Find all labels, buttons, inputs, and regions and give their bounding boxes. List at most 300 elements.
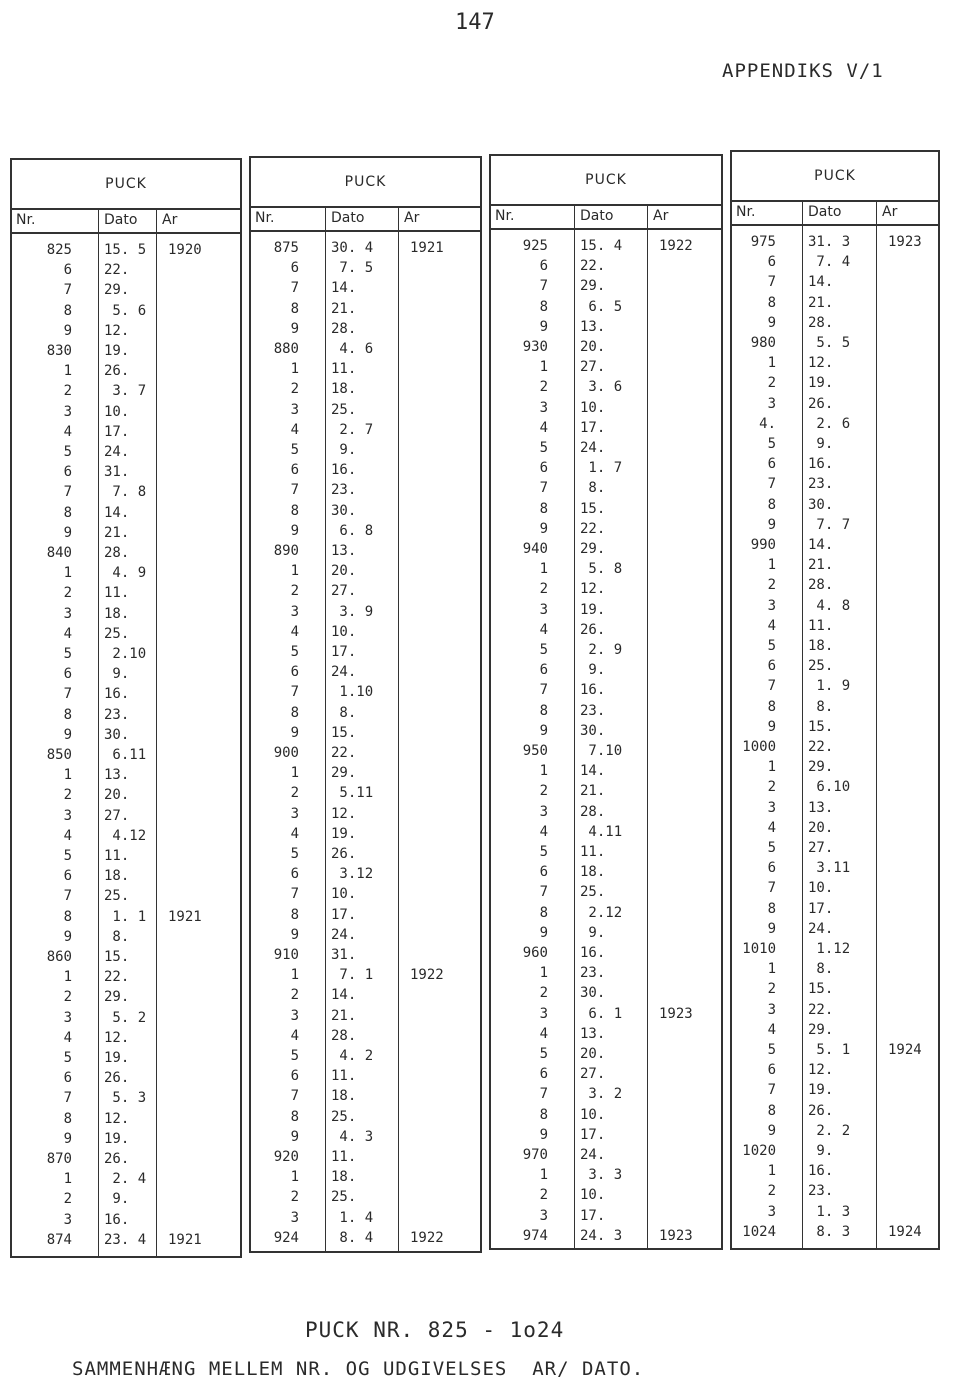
cell-nr: 2 [63, 383, 72, 400]
cell-nr: 7 [767, 476, 776, 493]
table-row [12, 1068, 240, 1088]
table-row [251, 581, 480, 601]
cell-dato: 21. [808, 294, 834, 311]
table-row [12, 381, 240, 401]
table-row [491, 317, 721, 337]
cell-dato: 6.11 [104, 747, 147, 763]
table-row [491, 1206, 721, 1226]
table-row [732, 313, 938, 333]
cell-dato: 4. 6 [331, 341, 374, 357]
cell-nr: 1 [767, 1163, 776, 1180]
cell-nr: 3 [767, 597, 776, 614]
cell-nr: 7 [290, 684, 299, 701]
cell-dato: 7.10 [580, 743, 623, 759]
cell-dato: 12. [808, 355, 834, 372]
cell-nr: 1 [290, 765, 299, 782]
cell-nr: 9 [767, 1122, 776, 1139]
cell-dato: 15. [580, 500, 606, 517]
cell-dato: 7. 4 [808, 254, 851, 271]
cell-nr: 8 [63, 908, 72, 925]
table-row [732, 434, 938, 454]
table-row [732, 858, 938, 878]
cell-nr: 3 [290, 603, 299, 620]
table-row [251, 1107, 480, 1127]
cell-nr: 830 [46, 343, 72, 359]
cell-dato: 3. 9 [331, 603, 374, 620]
cell-nr: 6 [767, 658, 776, 675]
column-header-row [12, 208, 240, 234]
column-header-row [251, 206, 480, 232]
cell-nr: 900 [273, 745, 299, 761]
cell-dato: 13. [808, 799, 834, 816]
column-header-dato: Dato [104, 212, 138, 228]
table-row [732, 979, 938, 999]
cell-nr: 6 [539, 864, 548, 881]
cell-nr: 9 [63, 1130, 72, 1147]
cell-nr: 8 [290, 1108, 299, 1125]
cell-dato: 6.10 [808, 779, 851, 796]
cell-nr: 3 [63, 403, 72, 420]
table-row [491, 943, 721, 963]
table-row [732, 1101, 938, 1121]
cell-nr: 9 [539, 924, 548, 941]
cell-dato: 12. [580, 581, 606, 598]
cell-nr: 5 [63, 646, 72, 662]
cell-dato: 29. [104, 282, 130, 299]
table-row [251, 783, 480, 803]
cell-nr: 3 [539, 601, 548, 618]
column-header-nr: Nr. [16, 212, 36, 228]
table-row [12, 806, 240, 826]
column-header-dato: Dato [808, 204, 842, 220]
table-row [732, 1202, 938, 1222]
cell-nr: 2 [539, 985, 548, 1002]
cell-dato: 8. [808, 698, 834, 715]
cell-nr: 3 [63, 605, 72, 622]
cell-nr: 4 [63, 423, 72, 440]
cell-dato: 11. [808, 617, 834, 634]
table-row [732, 252, 938, 272]
cell-dato: 21. [104, 524, 130, 541]
cell-ar: 1921 [410, 240, 444, 256]
table-row [732, 757, 938, 777]
cell-nr: 5 [767, 638, 776, 654]
cell-dato: 1. 4 [331, 1209, 374, 1226]
table-row [491, 438, 721, 458]
cell-dato: 18. [808, 638, 834, 654]
table-row [251, 258, 480, 278]
table-row [491, 1226, 721, 1246]
table-row [12, 927, 240, 947]
cell-nr: 4 [63, 625, 72, 642]
table-row [732, 1181, 938, 1201]
table-row [12, 583, 240, 603]
cell-dato: 12. [104, 1110, 130, 1127]
cell-nr: 4 [290, 421, 299, 438]
cell-dato: 25. [331, 401, 357, 418]
puck-table-3 [489, 154, 723, 1250]
table-row [12, 987, 240, 1007]
table-row [732, 777, 938, 797]
table-row [251, 743, 480, 763]
table-row [251, 1046, 480, 1066]
cell-dato: 30. [104, 726, 130, 743]
cell-dato: 22. [331, 745, 357, 761]
cell-nr: 7 [290, 886, 299, 903]
cell-dato: 26. [104, 1070, 130, 1087]
cell-nr: 4 [539, 1025, 548, 1042]
cell-nr: 2 [290, 1189, 299, 1206]
cell-dato: 1.12 [808, 941, 851, 957]
table-row [12, 361, 240, 381]
cell-nr: 2 [539, 379, 548, 396]
cell-nr: 7 [767, 1082, 776, 1099]
cell-dato: 12. [808, 1062, 834, 1079]
cell-dato: 22. [580, 520, 606, 537]
cell-dato: 28. [331, 1027, 357, 1044]
cell-dato: 20. [580, 339, 606, 355]
cell-nr: 1 [63, 363, 72, 380]
cell-nr: 4 [290, 623, 299, 640]
cell-dato: 14. [808, 274, 834, 291]
table-row [12, 563, 240, 583]
cell-nr: 1 [539, 965, 548, 982]
table-row [732, 656, 938, 676]
cell-nr: 874 [46, 1231, 72, 1248]
table-row [251, 1006, 480, 1026]
table-row [491, 741, 721, 761]
cell-dato: 1. 9 [808, 678, 851, 695]
appendix-label: APPENDIKS V/1 [722, 60, 884, 82]
cell-dato: 10. [331, 623, 357, 640]
table-row [491, 963, 721, 983]
cell-nr: 960 [522, 945, 548, 961]
cell-ar: 1923 [659, 1005, 693, 1022]
cell-nr: 9 [539, 520, 548, 537]
cell-nr: 8 [539, 904, 548, 921]
table-row [732, 959, 938, 979]
cell-nr: 860 [46, 949, 72, 965]
table-row [491, 1044, 721, 1064]
cell-dato: 3.11 [808, 860, 851, 877]
table-row [732, 373, 938, 393]
cell-dato: 10. [580, 399, 606, 416]
table-row [12, 644, 240, 664]
table-row [491, 559, 721, 579]
cell-nr: 6 [539, 662, 548, 679]
cell-dato: 10. [808, 880, 834, 897]
cell-nr: 2 [539, 581, 548, 598]
table-row [251, 400, 480, 420]
table-row [491, 620, 721, 640]
cell-dato: 10. [331, 886, 357, 903]
cell-dato: 23. 4 [104, 1231, 147, 1248]
cell-nr: 6 [290, 664, 299, 681]
table-row [491, 256, 721, 276]
cell-dato: 25. [808, 658, 834, 675]
table-row [251, 622, 480, 642]
table-row [251, 985, 480, 1005]
table-row [12, 967, 240, 987]
cell-dato: 28. [808, 577, 834, 594]
cell-dato: 26. [808, 1102, 834, 1119]
cell-nr: 6 [539, 1066, 548, 1083]
cell-nr: 5 [290, 846, 299, 862]
cell-dato: 22. [104, 969, 130, 986]
cell-dato: 19. [808, 1082, 834, 1099]
cell-ar: 1923 [888, 234, 922, 250]
table-row [12, 1230, 240, 1250]
cell-dato: 24. [331, 664, 357, 681]
cell-dato: 19. [104, 343, 130, 359]
cell-dato: 2. 4 [104, 1171, 147, 1188]
column-header-dato: Dato [331, 210, 365, 226]
cell-dato: 14. [104, 504, 130, 521]
cell-nr: 2 [290, 785, 299, 802]
cell-dato: 20. [808, 819, 834, 836]
cell-dato: 4. 8 [808, 597, 851, 614]
table-row [251, 521, 480, 541]
cell-dato: 29. [580, 541, 606, 557]
cell-ar: 1921 [168, 908, 202, 925]
cell-nr: 1 [63, 565, 72, 582]
cell-dato: 30. [580, 722, 606, 739]
table-row [251, 864, 480, 884]
cell-dato: 4.11 [580, 823, 623, 840]
table-row [491, 600, 721, 620]
cell-dato: 1. 3 [808, 1203, 851, 1220]
cell-dato: 20. [580, 1046, 606, 1062]
cell-dato: 13. [580, 1025, 606, 1042]
table-row [491, 297, 721, 317]
cell-dato: 9. [104, 666, 130, 683]
cell-dato: 18. [104, 868, 130, 885]
cell-dato: 6. 5 [580, 298, 623, 315]
cell-dato: 4. 9 [104, 565, 147, 582]
cell-nr: 5 [539, 440, 548, 456]
table-row [12, 1028, 240, 1048]
cell-nr: 5 [767, 436, 776, 452]
cell-dato: 2.12 [580, 904, 623, 921]
column-header-ar: Ar [882, 204, 898, 220]
cell-nr: 7 [767, 678, 776, 695]
cell-nr: 9 [63, 928, 72, 945]
table-row [491, 1004, 721, 1024]
table-row [732, 1080, 938, 1100]
cell-nr: 7 [539, 278, 548, 295]
cell-nr: 4 [290, 1027, 299, 1044]
cell-dato: 23. [808, 476, 834, 493]
cell-nr: 2 [63, 1191, 72, 1208]
cell-nr: 8 [767, 496, 776, 513]
cell-dato: 12. [104, 1029, 130, 1046]
cell-dato: 10. [580, 1106, 606, 1123]
table-row [12, 1048, 240, 1068]
cell-nr: 840 [46, 545, 72, 561]
cell-dato: 30. [331, 502, 357, 519]
cell-dato: 8. [331, 704, 357, 721]
cell-nr: 5 [539, 1046, 548, 1062]
column-header-row [491, 204, 721, 230]
table-row [491, 983, 721, 1003]
table-row [732, 535, 938, 555]
cell-nr: 9 [290, 926, 299, 943]
table-row [732, 818, 938, 838]
cell-dato: 15. [808, 718, 834, 735]
table-row [12, 846, 240, 866]
cell-nr: 6 [539, 258, 548, 275]
table-row [732, 333, 938, 353]
cell-dato: 26. [104, 363, 130, 380]
table-row [12, 1088, 240, 1108]
cell-dato: 9. [808, 1143, 834, 1159]
cell-nr: 5 [290, 442, 299, 458]
cell-nr: 870 [46, 1151, 72, 1167]
table-row [12, 442, 240, 462]
cell-dato: 30. [580, 985, 606, 1002]
cell-nr: 1 [290, 361, 299, 378]
table-row [491, 640, 721, 660]
table-row [491, 721, 721, 741]
table-row [251, 440, 480, 460]
table-row [732, 838, 938, 858]
cell-nr: 3 [767, 395, 776, 412]
cell-nr: 5 [290, 644, 299, 660]
table-row [251, 480, 480, 500]
table-row [491, 519, 721, 539]
cell-nr: 1024 [742, 1223, 776, 1240]
table-row [732, 474, 938, 494]
table-row [491, 701, 721, 721]
table-row [732, 414, 938, 434]
cell-ar: 1922 [410, 967, 444, 984]
cell-nr: 7 [539, 1086, 548, 1103]
cell-nr: 1 [63, 1171, 72, 1188]
table-row [12, 422, 240, 442]
cell-nr: 3 [767, 1203, 776, 1220]
cell-nr: 8 [539, 298, 548, 315]
table-row [251, 1187, 480, 1207]
cell-nr: 6 [767, 456, 776, 473]
cell-nr: 4 [539, 621, 548, 638]
table-row [491, 842, 721, 862]
cell-dato: 5. 8 [580, 561, 623, 578]
table-row [491, 418, 721, 438]
cell-nr: 9 [290, 320, 299, 337]
cell-nr: 4. [759, 415, 776, 432]
cell-nr: 9 [767, 516, 776, 533]
table-row [251, 925, 480, 945]
cell-nr: 1010 [742, 941, 776, 957]
cell-dato: 17. [580, 1126, 606, 1143]
cell-nr: 8 [63, 302, 72, 319]
cell-nr: 7 [290, 280, 299, 297]
cell-dato: 13. [331, 543, 357, 559]
cell-nr: 910 [273, 947, 299, 963]
table-row [251, 299, 480, 319]
table-row [491, 761, 721, 781]
table-row [251, 359, 480, 379]
cell-dato: 3. 7 [104, 383, 147, 400]
table-row [732, 676, 938, 696]
table-row [12, 301, 240, 321]
cell-ar: 1920 [168, 242, 202, 258]
cell-dato: 24. [808, 920, 834, 937]
table-row [491, 377, 721, 397]
cell-dato: 25. [104, 625, 130, 642]
puck-table-4 [730, 150, 940, 1250]
cell-nr: 8 [767, 698, 776, 715]
cell-nr: 4 [767, 1021, 776, 1038]
cell-dato: 27. [580, 1066, 606, 1083]
cell-dato: 23. [104, 706, 130, 723]
table-row [251, 703, 480, 723]
cell-dato: 17. [580, 419, 606, 436]
table-row [251, 844, 480, 864]
cell-nr: 975 [750, 234, 776, 250]
cell-nr: 1 [63, 767, 72, 784]
cell-nr: 5 [63, 848, 72, 864]
cell-nr: 8 [539, 702, 548, 719]
table-row [732, 394, 938, 414]
cell-nr: 1 [539, 1167, 548, 1184]
cell-dato: 22. [808, 739, 834, 755]
table-row [12, 280, 240, 300]
table-row [251, 965, 480, 985]
caption-subtitle: SAMMENHÆNG MELLEM NR. OG UDGIVELSES AR/ DATO. [72, 1358, 645, 1380]
cell-nr: 3 [539, 1207, 548, 1224]
table-row [251, 682, 480, 702]
table-row [12, 745, 240, 765]
cell-nr: 3 [539, 399, 548, 416]
cell-nr: 9 [63, 524, 72, 541]
cell-nr: 8 [767, 900, 776, 917]
column-header-dato: Dato [580, 208, 614, 224]
cell-dato: 9. [580, 924, 606, 941]
cell-dato: 24. [580, 440, 606, 456]
table-row [491, 236, 721, 256]
cell-dato: 22. [580, 258, 606, 275]
cell-nr: 6 [290, 866, 299, 883]
cell-nr: 5 [767, 1042, 776, 1058]
table-row [732, 1040, 938, 1060]
table-row [12, 886, 240, 906]
table-row [732, 1000, 938, 1020]
cell-dato: 11. [331, 361, 357, 378]
cell-dato: 24. [580, 1147, 606, 1163]
table-row [732, 1222, 938, 1242]
cell-nr: 6 [767, 1062, 776, 1079]
cell-nr: 8 [290, 300, 299, 317]
cell-nr: 4 [63, 827, 72, 844]
cell-dato: 21. [580, 783, 606, 800]
puck-table-2 [249, 156, 482, 1253]
table-row [732, 737, 938, 757]
cell-nr: 9 [63, 726, 72, 743]
cell-nr: 8 [539, 1106, 548, 1123]
table-row [491, 923, 721, 943]
cell-dato: 1.10 [331, 684, 374, 701]
cell-nr: 5 [539, 844, 548, 860]
cell-dato: 23. [808, 1183, 834, 1200]
cell-dato: 31. [331, 947, 357, 963]
cell-nr: 970 [522, 1147, 548, 1163]
cell-nr: 9 [767, 920, 776, 937]
table-row [251, 1167, 480, 1187]
cell-dato: 9. [808, 436, 834, 452]
cell-nr: 4 [767, 819, 776, 836]
cell-dato: 28. [331, 320, 357, 337]
